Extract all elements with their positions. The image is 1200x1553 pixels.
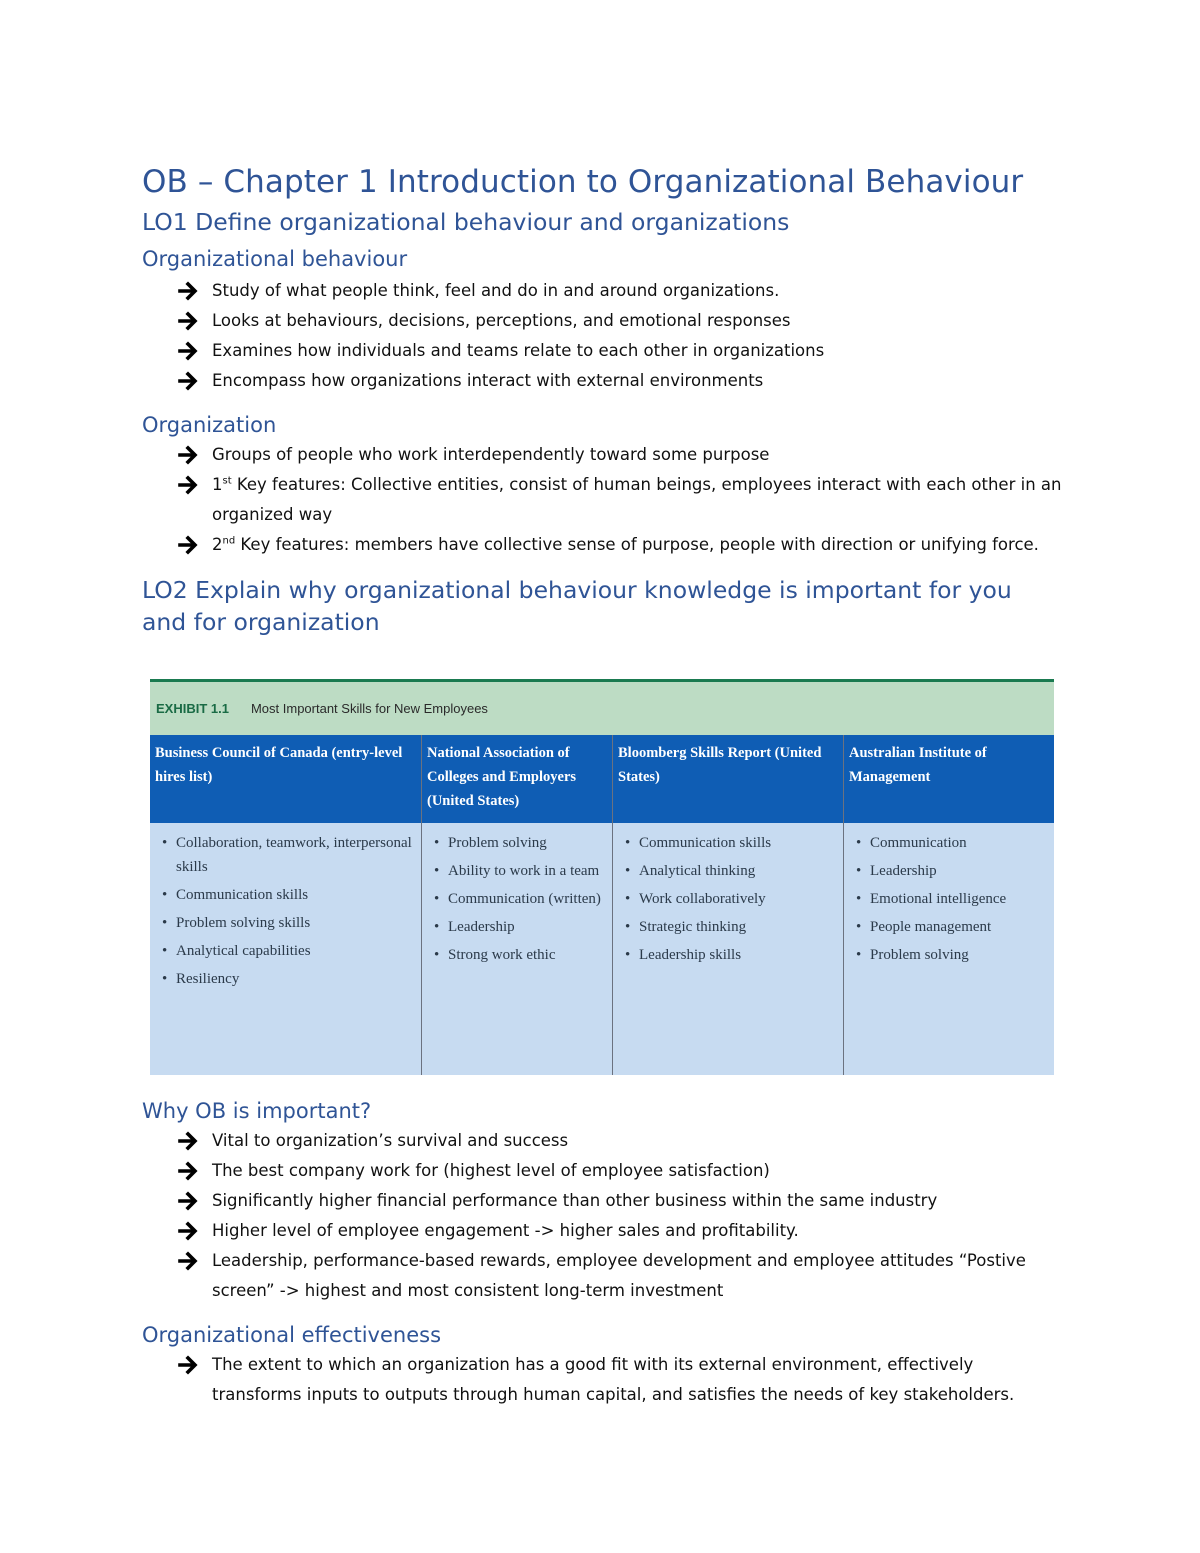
org-item-text: Key features: Collective entities, consist of human beings, employees interact with each other in an organized way (212, 475, 1062, 524)
list-item: • Analytical thinking (619, 859, 839, 883)
list-item (142, 366, 1062, 396)
document-page (142, 158, 1062, 638)
org-item-sup: nd (222, 535, 236, 547)
exhibit-number: EXHIBIT 1.1 (156, 701, 229, 716)
list-item: • Communication skills (156, 883, 417, 907)
list-item: • Work collaboratively (619, 887, 839, 911)
list-item (142, 1246, 1062, 1306)
arrow-icon (178, 1126, 208, 1156)
org-item-sup: st (222, 475, 232, 487)
column-header: Bloomberg Skills Report (United States) (613, 735, 843, 823)
arrow-icon (178, 1350, 208, 1380)
exhibit-table (150, 679, 1054, 1075)
ob-item-text: Study of what people think, feel and do in and around organizations. (212, 281, 780, 300)
exhibit-title: Most Important Skills for New Employees (250, 701, 488, 716)
lo1-heading: LO1 Define organizational behaviour and organizations (142, 208, 790, 236)
list-item: • Strategic thinking (619, 915, 839, 939)
arrow-icon (178, 1246, 208, 1276)
org-item-num: 1 (212, 475, 223, 494)
list-item (142, 276, 1062, 306)
list-item (142, 1156, 1062, 1186)
ob-item-text: Looks at behaviours, decisions, perceptions, and emotional responses (212, 311, 791, 330)
column-list (844, 823, 1054, 967)
list-item (142, 440, 1062, 470)
why-heading: Why OB is important? (142, 1099, 372, 1123)
exhibit-column (150, 735, 421, 1075)
arrow-icon (178, 366, 208, 396)
why-item-text: The best company work for (highest level of employee satisfaction) (212, 1161, 770, 1180)
list-item: • Problem solving (850, 943, 1050, 967)
list-item: • Problem solving skills (156, 911, 417, 935)
list-item: • Emotional intelligence (850, 887, 1050, 911)
column-list (422, 823, 612, 967)
exhibit-column (612, 735, 843, 1075)
list-item: • Resiliency (156, 967, 417, 991)
arrow-icon (178, 336, 208, 366)
list-item (142, 1350, 1062, 1410)
effectiveness-heading: Organizational effectiveness (142, 1323, 442, 1347)
why-list (142, 1126, 1062, 1306)
list-item: • Leadership (428, 915, 608, 939)
ob-heading: Organizational behaviour (142, 247, 408, 271)
arrow-icon (178, 440, 208, 470)
list-item: • Communication skills (619, 831, 839, 855)
organization-heading: Organization (142, 413, 277, 437)
why-item-text: Significantly higher financial performance than other business within the same industry (212, 1191, 938, 1210)
list-item: • Communication (written) (428, 887, 608, 911)
list-item (142, 306, 1062, 336)
organization-list (142, 440, 1062, 560)
list-item: • People management (850, 915, 1050, 939)
list-item (142, 1216, 1062, 1246)
column-header: National Association of Colleges and Employers (United States) (422, 735, 612, 823)
arrow-icon (178, 1216, 208, 1246)
list-item: • Problem solving (428, 831, 608, 855)
list-item (142, 530, 1062, 560)
arrow-icon (178, 1156, 208, 1186)
column-header: Business Council of Canada (entry-level hires list) (150, 735, 421, 823)
arrow-icon (178, 276, 208, 306)
org-item-text: Key features: members have collective sense of purpose, people with direction or unifying force. (235, 535, 1039, 554)
lo2-heading: LO2 Explain why organizational behaviour knowledge is important for you and for organization (142, 576, 1012, 636)
ob-list (142, 276, 1062, 396)
list-item: • Ability to work in a team (428, 859, 608, 883)
why-item-text: Vital to organization’s survival and success (212, 1131, 569, 1150)
exhibit-header (150, 679, 1054, 735)
list-item: • Communication (850, 831, 1050, 855)
document-title: OB – Chapter 1 Introduction to Organizational Behaviour (142, 164, 1024, 200)
column-list (613, 823, 843, 967)
exhibit-column (843, 735, 1054, 1075)
list-item (142, 1186, 1062, 1216)
why-item-text: Leadership, performance-based rewards, employee development and employee attitudes “Postive screen” -> highest and most consistent long-term investment (212, 1251, 1026, 1300)
list-item: • Strong work ethic (428, 943, 608, 967)
list-item (142, 1126, 1062, 1156)
effectiveness-list (142, 1350, 1062, 1410)
list-item: • Collaboration, teamwork, interpersonal skills (156, 831, 417, 879)
exhibit-columns (150, 735, 1054, 1075)
column-list (150, 823, 421, 991)
list-item: • Leadership skills (619, 943, 839, 967)
arrow-icon (178, 530, 208, 560)
arrow-icon (178, 470, 208, 500)
list-item: • Leadership (850, 859, 1050, 883)
exhibit-column (421, 735, 612, 1075)
list-item: • Analytical capabilities (156, 939, 417, 963)
list-item (142, 470, 1062, 530)
list-item (142, 336, 1062, 366)
column-header: Australian Institute of Management (844, 735, 1054, 823)
ob-item-text: Encompass how organizations interact with external environments (212, 371, 764, 390)
effectiveness-item-text: The extent to which an organization has a good fit with its external environment, effectively transforms inputs to outputs through human capital, and satisfies the needs of key stakeholders. (212, 1355, 1015, 1404)
arrow-icon (178, 1186, 208, 1216)
org-item-text: Groups of people who work interdependently toward some purpose (212, 445, 770, 464)
ob-item-text: Examines how individuals and teams relate to each other in organizations (212, 341, 825, 360)
arrow-icon (178, 306, 208, 336)
why-item-text: Higher level of employee engagement -> higher sales and profitability. (212, 1221, 799, 1240)
org-item-num: 2 (212, 535, 223, 554)
document-page-lower (142, 1096, 1062, 1410)
